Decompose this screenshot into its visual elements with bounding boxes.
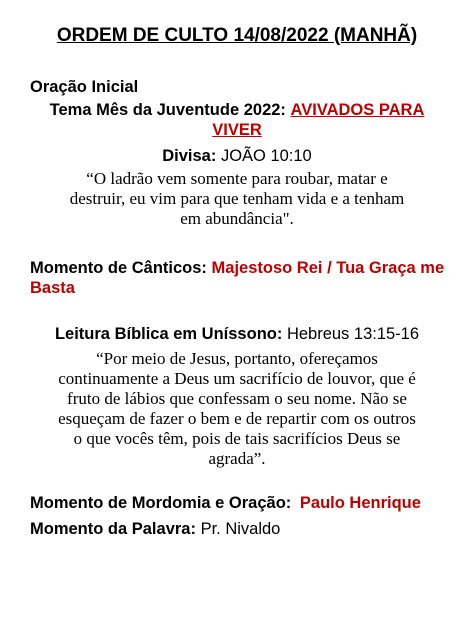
offering-value: Paulo Henrique (299, 494, 421, 512)
songs-label: Momento de Cânticos: (30, 259, 207, 277)
reading-quote-line: fruto de lábios que confessam o seu nome. Não se (67, 389, 407, 408)
sermon-line (30, 519, 280, 539)
reading-line (0, 324, 474, 344)
songs-value: Majestoso Rei / Tua Graça me (211, 259, 445, 277)
motto-quote-line: destruir, eu vim para que tenham vida e a tenham (69, 189, 405, 208)
sermon-label: Momento da Palavra: (30, 520, 196, 538)
motto-quote-line: em abundância". (180, 209, 294, 228)
theme-label: Tema Mês da Juventude 2022: (49, 101, 286, 119)
motto-quote-line: “O ladrão vem somente para roubar, matar e (86, 169, 388, 188)
motto-label: Divisa: (162, 147, 217, 165)
reading-quote-line: agrada”. (208, 449, 266, 468)
opening-prayer-heading: Oração Inicial (30, 78, 139, 96)
reading-quote-line: continuamente a Deus um sacrifício de louvor, que é (58, 369, 416, 388)
offering-line (30, 493, 421, 513)
songs-value-cont: Basta (30, 279, 75, 297)
songs-line (30, 258, 444, 278)
motto-quote (0, 169, 474, 229)
reading-reference: Hebreus 13:15-16 (286, 325, 420, 343)
theme-value: AVIVADOS PARA (290, 101, 425, 119)
motto-line (0, 146, 474, 166)
offering-label: Momento de Mordomia e Oração: (30, 494, 292, 512)
theme-line-2 (0, 120, 474, 140)
reading-quote (0, 349, 474, 469)
reading-label: Leitura Bíblica em Uníssono: (54, 325, 283, 343)
reading-quote-line: “Por meio de Jesus, portanto, ofereçamos (96, 349, 378, 368)
sermon-value: Pr. Nivaldo (200, 520, 281, 538)
document-title: ORDEM DE CULTO 14/08/2022 (MANHÃ) (56, 25, 418, 46)
reading-quote-line: esqueçam de fazer o bem e de repartir com os outros (58, 409, 416, 428)
reading-quote-line: o que vocês têm, pois de tais sacrifícios Deus se (73, 429, 401, 448)
theme-line (0, 100, 474, 120)
motto-reference: JOÃO 10:10 (220, 147, 312, 165)
theme-value-cont: VIVER (212, 121, 262, 139)
